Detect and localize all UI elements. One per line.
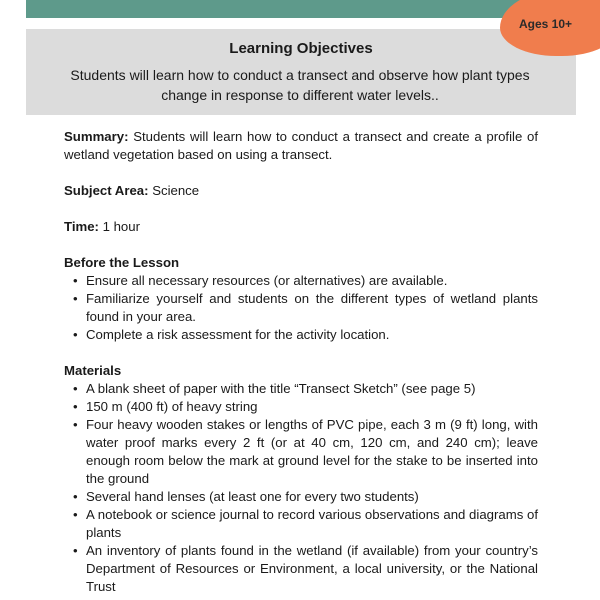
time-label: Time: bbox=[64, 219, 99, 234]
list-item: • Complete a risk assessment for the activity location. bbox=[64, 326, 538, 344]
list-item: • Ensure all necessary resources (or alternatives) are available. bbox=[64, 272, 538, 290]
objectives-title: Learning Objectives bbox=[229, 40, 373, 57]
list-item: • Several hand lenses (at least one for every two students) bbox=[64, 488, 538, 506]
age-badge-label: Ages 10+ bbox=[519, 17, 573, 31]
lesson-content bbox=[64, 128, 538, 596]
materials-heading: Materials bbox=[64, 363, 122, 378]
objectives-text: Students will learn how to conduct a transect and observe how plant types change in response to different water levels.. bbox=[70, 67, 530, 103]
subject-area-text: Science bbox=[148, 183, 200, 198]
list-item: • Four heavy wooden stakes or lengths of PVC pipe, each 3 m (9 ft) long, with water proof marks every 2 ft (or at 40 cm, 120 cm, and 240 cm); leave enough room below the mark at ground level for the stake to be inserted into the ground bbox=[64, 416, 538, 488]
summary-label: Summary: bbox=[64, 129, 129, 144]
list-item: • An inventory of plants found in the wetland (if available) from your country’s Department of Resources or Environment, a local university, or the National Trust bbox=[64, 542, 538, 596]
list-item: • Familiarize yourself and students on the different types of wetland plants found in your area. bbox=[64, 290, 538, 326]
header-band bbox=[26, 0, 576, 18]
list-item: • 150 m (400 ft) of heavy string bbox=[64, 398, 538, 416]
subject-area-label: Subject Area: bbox=[64, 183, 149, 198]
time-paragraph bbox=[64, 218, 538, 236]
before-lesson-list bbox=[64, 272, 538, 344]
list-item: • A notebook or science journal to record various observations and diagrams of plants bbox=[64, 506, 538, 542]
materials-list bbox=[64, 380, 538, 596]
list-item: • A blank sheet of paper with the title “Transect Sketch” (see page 5) bbox=[64, 380, 538, 398]
summary-text: Students will learn how to conduct a transect and create a profile of wetland vegetation based on using a transect. bbox=[64, 129, 538, 162]
subject-area-paragraph bbox=[64, 182, 538, 200]
summary-paragraph bbox=[64, 128, 538, 164]
before-lesson-heading: Before the Lesson bbox=[64, 255, 180, 270]
time-text: 1 hour bbox=[98, 219, 140, 234]
